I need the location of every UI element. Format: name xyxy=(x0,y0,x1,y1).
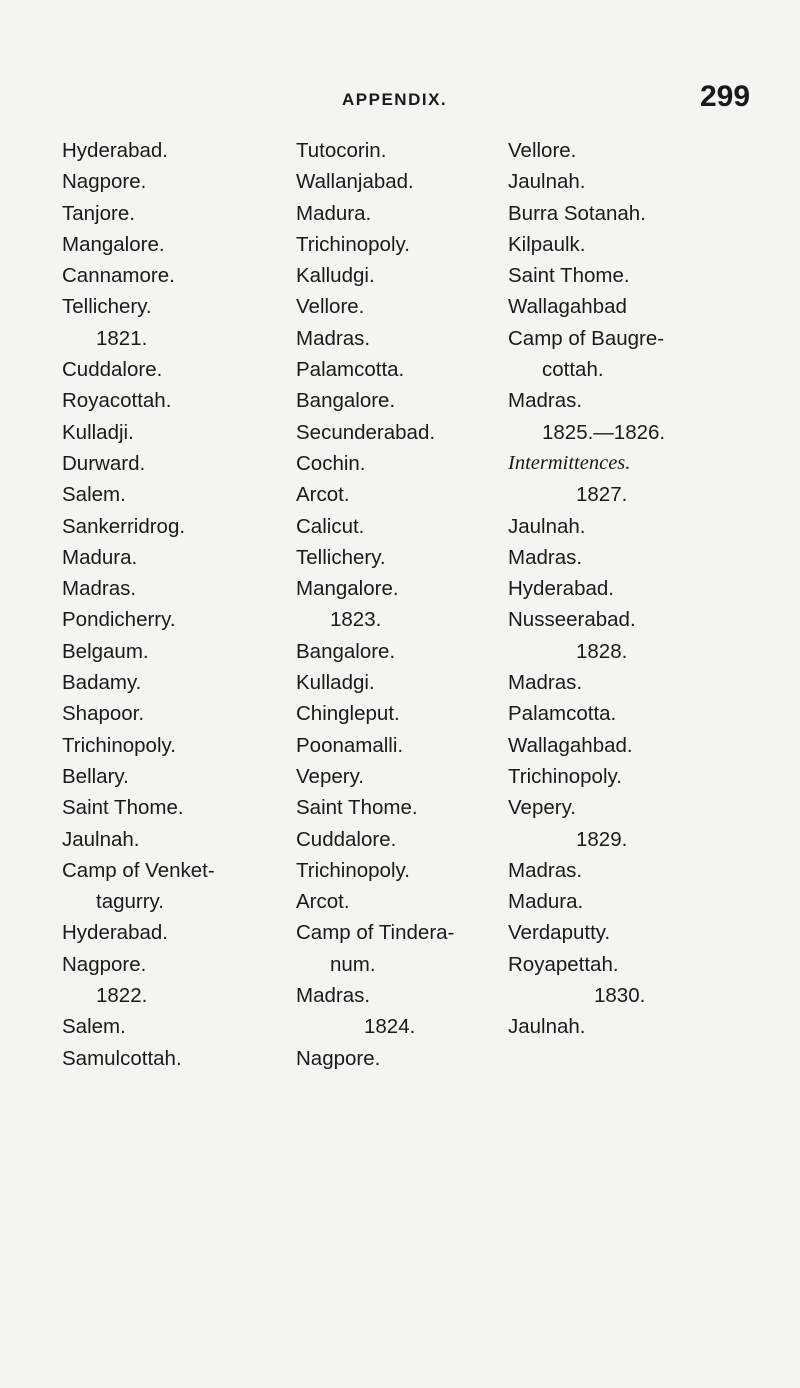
place-entry: Samulcottah. xyxy=(62,1046,182,1070)
place-entry: Madura. xyxy=(296,201,372,225)
place-entry: Wallanjabad. xyxy=(296,170,414,194)
place-entry: Jaulnah. xyxy=(62,827,140,851)
place-entry: Saint Thome. xyxy=(508,264,630,288)
place-entry: Vepery. xyxy=(508,796,576,820)
place-entry: Nagpore. xyxy=(62,952,147,976)
place-entry: Bangalore. xyxy=(296,639,396,663)
place-entry: Wallagahbad. xyxy=(508,733,633,757)
place-entry: Tanjore. xyxy=(62,201,135,225)
place-entry: Madura. xyxy=(62,545,138,569)
place-entry: Saint Thome. xyxy=(296,796,418,820)
place-entry: Trichinopoly. xyxy=(508,764,622,788)
place-entry: 1822. xyxy=(96,984,148,1008)
place-entry: 1827. xyxy=(576,483,628,507)
place-entry: tagurry. xyxy=(96,890,164,914)
place-list-column-3 xyxy=(508,135,788,1043)
place-entry: Burra Sotanah. xyxy=(508,201,646,225)
place-entry: 1829. xyxy=(576,827,628,851)
running-head: APPENDIX. xyxy=(342,90,448,109)
place-entry: 1824. xyxy=(364,1015,416,1039)
place-entry: Madras. xyxy=(296,326,371,350)
place-entry: num. xyxy=(330,952,376,976)
place-entry: Durward. xyxy=(62,451,146,475)
place-entry: Chingleput. xyxy=(296,702,400,726)
place-entry: Royapettah. xyxy=(508,952,619,976)
place-entry: Salem. xyxy=(62,1015,126,1039)
place-entry: Wallagahbad xyxy=(508,295,627,319)
place-entry: Nusseerabad. xyxy=(508,608,636,632)
place-entry: Jaulnah. xyxy=(508,1015,586,1039)
place-entry: cottah. xyxy=(542,358,604,382)
place-entry: Madura. xyxy=(508,890,584,914)
place-entry: Hyderabad. xyxy=(62,139,168,162)
place-entry: Saint Thome. xyxy=(62,796,184,820)
place-entry: Camp of Venket- xyxy=(62,858,215,882)
place-entry: Vellore. xyxy=(508,139,577,162)
place-entry: Secunderabad. xyxy=(296,420,436,444)
place-entry: Tutocorin. xyxy=(296,139,387,162)
place-entry: Cochin. xyxy=(296,451,366,475)
place-entry: Cuddalore. xyxy=(62,358,163,382)
place-entry: Madras. xyxy=(508,545,583,569)
place-entry: Madras. xyxy=(508,671,583,695)
place-entry: Jaulnah. xyxy=(508,170,586,194)
place-entry: Poonamalli. xyxy=(296,733,404,757)
place-entry: Palamcotta. xyxy=(296,358,405,382)
place-entry: Vepery. xyxy=(296,764,364,788)
place-entry: Madras. xyxy=(508,858,583,882)
place-entry: Pondicherry. xyxy=(62,608,176,632)
place-list-column-1 xyxy=(62,135,302,1074)
place-entry: Tellichery. xyxy=(296,545,386,569)
place-entry: Camp of Baugre- xyxy=(508,326,665,350)
place-entry: Tellichery. xyxy=(62,295,152,319)
place-entry: Kalludgi. xyxy=(296,264,375,288)
place-entry: Hyderabad. xyxy=(62,921,168,945)
page-number: 299 xyxy=(700,80,751,113)
place-entry: Verdaputty. xyxy=(508,921,611,945)
place-entry: Bellary. xyxy=(62,764,129,788)
place-entry: Madras. xyxy=(296,984,371,1008)
place-entry: 1821. xyxy=(96,326,148,350)
place-entry: 1823. xyxy=(330,608,382,632)
place-entry: Royacottah. xyxy=(62,389,172,413)
place-entry: Arcot. xyxy=(296,890,350,914)
place-entry: Jaulnah. xyxy=(508,514,586,538)
place-entry: 1825.—1826. xyxy=(542,420,666,444)
place-entry: Shapoor. xyxy=(62,702,145,726)
place-entry: Hyderabad. xyxy=(508,577,614,601)
place-entry: Nagpore. xyxy=(62,170,147,194)
place-entry: Salem. xyxy=(62,483,126,507)
place-entry: Trichinopoly. xyxy=(62,733,176,757)
place-entry: 1828. xyxy=(576,639,628,663)
place-entry: Cuddalore. xyxy=(296,827,397,851)
place-entry: Kulladji. xyxy=(62,420,134,444)
place-entry: Arcot. xyxy=(296,483,350,507)
place-entry: Madras. xyxy=(62,577,137,601)
place-entry: Mangalore. xyxy=(62,232,165,256)
place-entry: Nagpore. xyxy=(296,1046,381,1070)
place-entry: Bangalore. xyxy=(296,389,396,413)
place-entry: Belgaum. xyxy=(62,639,149,663)
place-entry: Sankerridrog. xyxy=(62,514,186,538)
place-entry: 1830. xyxy=(594,984,646,1008)
place-entry: Madras. xyxy=(508,389,583,413)
place-entry: Camp of Tindera- xyxy=(296,921,455,945)
place-entry: Palamcotta. xyxy=(508,702,617,726)
place-entry: Badamy. xyxy=(62,671,142,695)
place-entry: Intermittences. xyxy=(508,451,631,474)
place-entry: Cannamore. xyxy=(62,264,175,288)
place-entry: Kilpaulk. xyxy=(508,232,586,256)
place-entry: Calicut. xyxy=(296,514,365,538)
place-entry: Trichinopoly. xyxy=(296,858,410,882)
place-entry: Vellore. xyxy=(296,295,365,319)
place-entry: Trichinopoly. xyxy=(296,232,410,256)
place-entry: Mangalore. xyxy=(296,577,399,601)
place-entry: Kulladgi. xyxy=(296,671,375,695)
